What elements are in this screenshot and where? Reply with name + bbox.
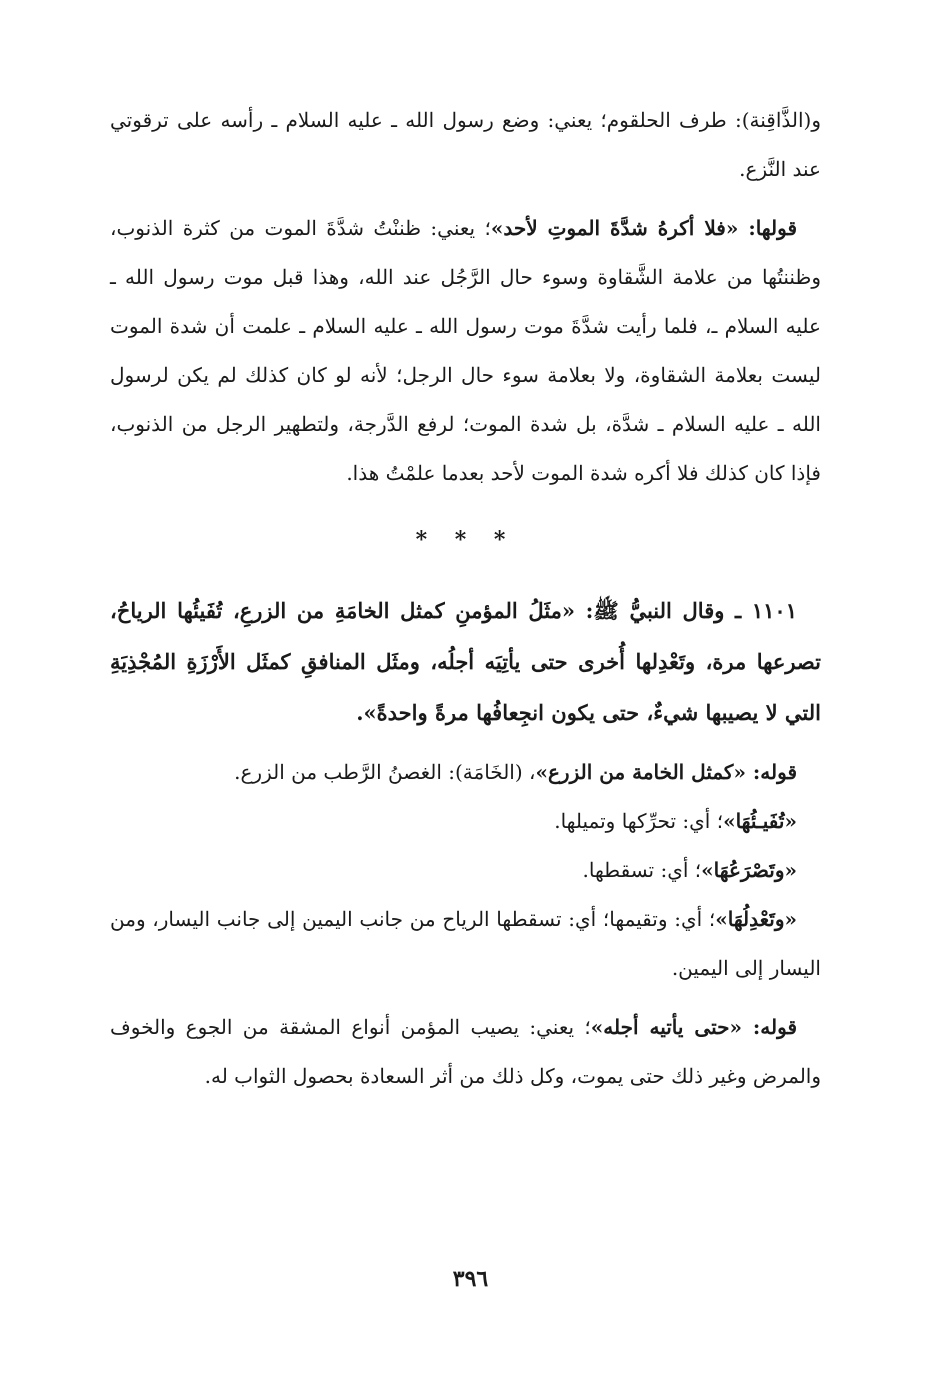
paragraph-text: ، (الخَامَة): الغصنُ الرَّطب من الزرع. bbox=[234, 760, 536, 784]
quoted-phrase: قوله: «كمثل الخامة من الزرع» bbox=[535, 760, 797, 784]
paragraph-text: ؛ أي: تسقطها. bbox=[582, 858, 702, 882]
page-number: ٣٩٦ bbox=[452, 1266, 489, 1292]
paragraph-text: ؛ يعني: ظننْتُ شدَّةَ الموت من كثرة الذنوب، وظننتُها من علامة الشَّقاوة وسوء حال الرَّجُل عند الله، وهذا قبل موت رسول الله ـ عليه السلام ـ، فلما رأيت شدَّةَ موت رسول الله ـ عليه السلام ـ علمت أن شدة الموت ليست بعلامة الشقاوة، ولا بعلامة سوء حال الرجل؛ لأنه لو كان كذلك لم يكن لرسول الله ـ عليه السلام ـ شدَّة، بل شدة الموت؛ لرفع الدَّرجة، ولتطهير الرجل من الذنوب، فإذا كان كذلك فلا أكره شدة الموت لأحد بعدما علمْتُ هذا. bbox=[110, 216, 821, 485]
hadith-text: ١١٠١ ـ وقال النبيُّ ﷺ: «مثَلُ المؤمنِ كمثل الخامَةِ من الزرعِ، تُفَيئُها الرياحُ، تصرعها مرة، وتَعْدِلها أُخرى حتى يأتِيَه أجلُه، ومثَل المنافقِ كمثَل الأَرْزَةِ المُجْذِيَةِ التي لا يصيبها شيءٌ، حتى يكون انجِعافُها مرةً واحدةً». bbox=[110, 598, 821, 725]
quoted-phrase: قولها: «فلا أكرهُ شدَّةَ الموتِ لأحد» bbox=[490, 216, 797, 240]
paragraph-definition-dhaqina bbox=[110, 96, 821, 194]
page-body bbox=[110, 96, 821, 1101]
paragraph-text: و(الذَّاقِنة): طرف الحلقوم؛ يعني: وضع رسول الله ـ عليه السلام ـ رأسه على ترقوتي عند النَّزع. bbox=[110, 108, 821, 181]
paragraph-khama-definition bbox=[110, 748, 821, 797]
paragraph-text: ؛ يعني: يصيب المؤمن أنواع المشقة من الجوع والخوف والمرض وغير ذلك حتى يموت، وكل ذلك من أثر السعادة بحصول الثواب له. bbox=[110, 1015, 821, 1088]
quoted-phrase: «وتَصْرَعُهَا» bbox=[701, 858, 797, 882]
paragraph-text: ؛ أي: وتقيمها؛ أي: تسقطها الرياح من جانب اليمين إلى جانب اليسار، ومن اليسار إلى اليمين. bbox=[110, 907, 821, 980]
paragraph-tadiluha bbox=[110, 895, 821, 993]
paragraph-hardship-of-death bbox=[110, 204, 821, 498]
paragraph-until-his-term bbox=[110, 1003, 821, 1101]
paragraph-tasrauha bbox=[110, 846, 821, 895]
quoted-phrase: قوله: «حتى يأتيه أجله» bbox=[590, 1015, 798, 1039]
paragraph-text: ؛ أي: تحرِّكها وتميلها. bbox=[554, 809, 724, 833]
paragraph-tufayyiuha bbox=[110, 797, 821, 846]
hadith-1101 bbox=[110, 585, 821, 738]
quoted-phrase: «وتَعْدِلُهَا» bbox=[715, 907, 797, 931]
section-separator: * * * bbox=[415, 527, 516, 553]
quoted-phrase: «تُفَيـئُهَا» bbox=[723, 809, 797, 833]
